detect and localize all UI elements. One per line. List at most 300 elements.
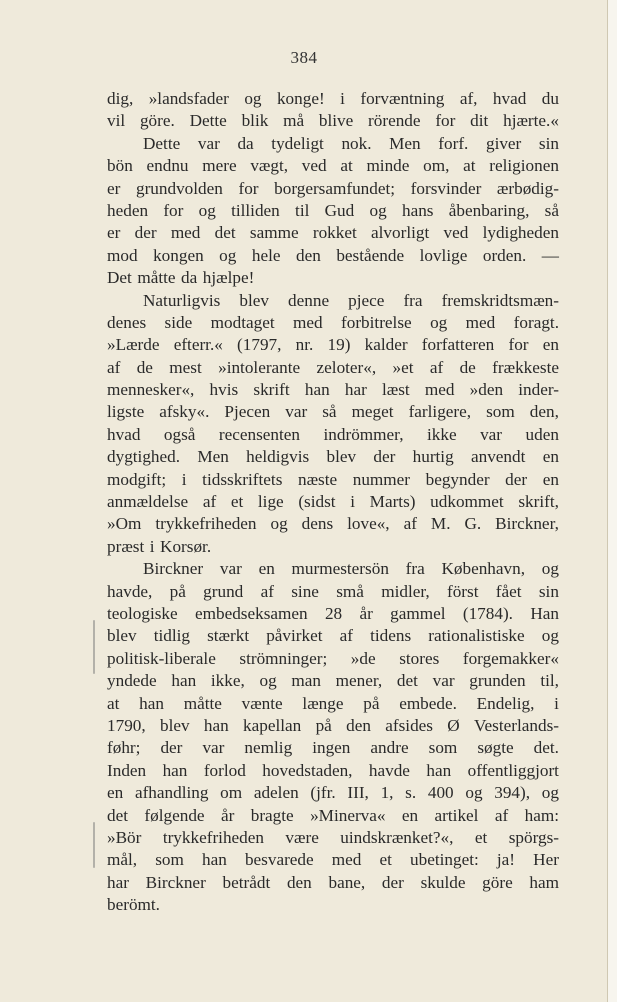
- word: endnu: [146, 156, 189, 176]
- word: hovedstaden,: [262, 760, 353, 780]
- word: midler,: [381, 581, 430, 601]
- word: 19): [327, 335, 351, 355]
- word: og: [259, 671, 277, 691]
- word: Korsør.: [160, 536, 212, 556]
- word: forf.: [438, 133, 469, 153]
- word: ubetinget:: [410, 850, 479, 870]
- word: afsides: [385, 715, 433, 735]
- word: modtaget: [210, 312, 275, 332]
- word: Ø: [447, 715, 460, 735]
- word: fremskridtsmæn-: [441, 290, 559, 310]
- word: at: [463, 156, 476, 176]
- word: nok.: [341, 133, 372, 153]
- word: næste: [297, 469, 338, 489]
- word: uden: [525, 424, 559, 444]
- word: trykkefriheden: [155, 514, 257, 534]
- word: frækkeste: [492, 357, 559, 377]
- word: med: [293, 312, 323, 332]
- word: sine: [291, 581, 319, 601]
- margin-pencil-mark: [93, 822, 95, 868]
- word: skulde: [420, 872, 466, 892]
- word: måtte: [137, 268, 176, 288]
- word: som: [486, 402, 515, 422]
- word: og: [219, 245, 237, 265]
- word: det.: [533, 738, 559, 758]
- word: vænte: [241, 693, 283, 713]
- text-line: [107, 88, 559, 110]
- word: om,: [423, 156, 450, 176]
- word: »den: [469, 380, 504, 400]
- word: tydeligt: [271, 133, 324, 153]
- word: teologiske: [107, 603, 178, 623]
- word: mod: [107, 245, 138, 265]
- word: dit: [470, 111, 489, 131]
- word: Dette: [189, 111, 227, 131]
- word: (sidst: [298, 492, 336, 512]
- word: da: [237, 133, 254, 153]
- word: forbitrelse: [341, 312, 412, 332]
- text-line: [107, 693, 559, 715]
- word: en: [107, 783, 124, 803]
- word: Men: [389, 133, 421, 153]
- word: Birckner,: [495, 514, 559, 534]
- word: var: [202, 738, 225, 758]
- word: og: [541, 559, 559, 579]
- word: göre: [482, 872, 513, 892]
- word: af: [403, 514, 417, 534]
- word: besvarede: [244, 850, 314, 870]
- word: Naturligvis: [143, 290, 221, 310]
- word: denes: [107, 312, 147, 332]
- text-line: [107, 894, 559, 916]
- word: mener,: [335, 671, 383, 691]
- word: tidlig: [153, 626, 190, 646]
- word: rörende: [368, 111, 421, 131]
- word: han: [171, 671, 197, 691]
- word: dig,: [107, 89, 134, 108]
- word: indrömmer,: [323, 424, 404, 444]
- word: og: [465, 783, 483, 803]
- word: heldigvis: [246, 447, 310, 467]
- word: afhandling: [134, 783, 209, 803]
- word: sin: [538, 133, 559, 153]
- word: bragte: [250, 805, 294, 825]
- text-line: [107, 625, 559, 647]
- word: for: [238, 178, 259, 198]
- word: må: [283, 111, 305, 131]
- word: hjærte.«: [503, 111, 559, 131]
- word: berömt.: [107, 895, 160, 915]
- word: G.: [464, 514, 482, 534]
- word: et: [474, 827, 488, 847]
- word: tidsskriftets: [202, 469, 283, 489]
- word: ikke,: [210, 671, 245, 691]
- word: man: [291, 671, 321, 691]
- word: var: [432, 671, 455, 691]
- word: (1784).: [462, 603, 513, 623]
- word: »Om: [107, 514, 142, 534]
- word: offentliggjort: [467, 760, 559, 780]
- word: dens: [301, 514, 334, 534]
- word: spörgs-: [508, 827, 559, 847]
- word: de: [136, 357, 153, 377]
- text-line: [107, 536, 559, 558]
- word: med: [331, 850, 362, 870]
- word: 394),: [494, 783, 531, 803]
- word: har: [344, 380, 367, 400]
- word: uindskrænket?«,: [340, 827, 454, 847]
- word: Marts): [369, 492, 416, 512]
- word: havde,: [107, 581, 153, 601]
- word: ligste: [107, 402, 145, 422]
- word: artikel: [434, 805, 479, 825]
- word: Men: [197, 447, 229, 467]
- word: grund: [203, 581, 244, 601]
- text-line: [107, 357, 559, 379]
- word: vægt,: [250, 156, 289, 176]
- word: en: [542, 469, 559, 489]
- text-line: [107, 581, 559, 603]
- word: embede.: [399, 693, 457, 713]
- word: mere: [202, 156, 237, 176]
- word: også: [163, 424, 196, 444]
- word: side: [164, 312, 193, 332]
- text-line: [107, 424, 559, 446]
- text-line: [107, 155, 559, 177]
- word: var: [285, 402, 308, 422]
- word: være: [285, 827, 319, 847]
- text-line: [107, 267, 559, 289]
- word: hvad: [492, 89, 527, 108]
- word: Dette: [143, 133, 181, 153]
- word: han: [426, 760, 452, 780]
- word: sin: [538, 581, 559, 601]
- word: 1,: [380, 783, 394, 803]
- word: anvendt: [470, 447, 526, 467]
- word: forvæntning: [360, 89, 445, 108]
- word: politisk-liberale: [107, 648, 216, 668]
- word: da: [181, 268, 198, 288]
- word: i: [350, 492, 356, 512]
- word: »Bör: [107, 827, 142, 847]
- word: til,: [540, 671, 559, 691]
- word: recensenten: [218, 424, 301, 444]
- word: ved: [301, 156, 327, 176]
- word: ham:: [524, 805, 559, 825]
- word: var: [197, 133, 220, 153]
- text-line: [107, 401, 559, 423]
- word: måtte: [183, 693, 222, 713]
- word: den,: [529, 402, 559, 422]
- word: ingen: [312, 738, 351, 758]
- word: grundvolden: [135, 178, 223, 198]
- word: tidens: [370, 626, 412, 646]
- word: Vesterlands-: [474, 715, 559, 735]
- word: følgende: [144, 805, 205, 825]
- word: anmældelse: [107, 492, 189, 512]
- word: føhr;: [107, 738, 141, 758]
- word: »Minerva«: [310, 805, 386, 825]
- word: andre: [370, 738, 409, 758]
- text-line: [107, 200, 559, 222]
- word: begynder: [425, 469, 490, 489]
- word: søgte: [477, 738, 514, 758]
- word: blev: [107, 626, 137, 646]
- text-line: [107, 760, 559, 782]
- word: er: [107, 223, 121, 243]
- word: for: [163, 200, 184, 220]
- word: år: [220, 805, 235, 825]
- word: år: [359, 603, 373, 623]
- word: er: [107, 178, 121, 198]
- word: var: [219, 559, 242, 579]
- word: religionen: [489, 156, 559, 176]
- word: blik: [241, 111, 269, 131]
- word: Han: [530, 603, 559, 623]
- word: præst: [107, 536, 145, 556]
- word: göre.: [139, 111, 175, 131]
- word: for: [435, 111, 456, 131]
- word: forlod: [203, 760, 246, 780]
- word: det: [214, 223, 236, 243]
- page-number: 384: [290, 48, 318, 67]
- word: ikke: [426, 424, 457, 444]
- word: zeloter«,: [316, 357, 377, 377]
- word: hvis: [209, 380, 239, 400]
- word: en: [401, 805, 419, 825]
- word: og: [541, 783, 559, 803]
- word: der: [381, 872, 404, 892]
- word: i: [149, 536, 155, 556]
- word: som: [155, 850, 184, 870]
- word: ved: [443, 223, 469, 243]
- word: lydigheden: [482, 223, 559, 243]
- word: og: [198, 200, 216, 220]
- word: af: [107, 357, 121, 377]
- word: meget: [351, 402, 394, 422]
- word: Inden: [107, 760, 147, 780]
- text-line: [107, 469, 559, 491]
- word: har: [107, 872, 129, 892]
- word: borgersamfundet;: [274, 178, 396, 198]
- word: »landsfader: [148, 89, 229, 108]
- word: hjælpe!: [202, 268, 255, 288]
- word: rokket: [312, 223, 357, 243]
- text-line: [107, 648, 559, 670]
- word: farligere,: [408, 402, 472, 422]
- word: af: [260, 581, 274, 601]
- word: denne: [288, 290, 330, 310]
- word: orden.: [482, 245, 527, 265]
- word: at: [107, 693, 120, 713]
- word: blev: [159, 715, 190, 735]
- text-line: [107, 715, 559, 737]
- text-line: [107, 603, 559, 625]
- word: »et: [392, 357, 414, 377]
- word: af: [494, 805, 509, 825]
- word: der: [505, 469, 528, 489]
- word: og: [270, 514, 288, 534]
- word: foragt.: [513, 312, 559, 332]
- word: blive: [318, 111, 354, 131]
- word: trykkefriheden: [162, 827, 264, 847]
- word: dygtighed.: [107, 447, 181, 467]
- word: stærkt: [207, 626, 250, 646]
- word: inder-: [518, 380, 559, 400]
- word: om: [220, 783, 243, 803]
- word: han: [139, 693, 164, 713]
- word: den: [286, 872, 312, 892]
- word: i: [554, 693, 559, 713]
- word: fra: [405, 559, 425, 579]
- word: åbenbaring,: [448, 200, 530, 220]
- body-text: [107, 88, 559, 916]
- word: længe: [302, 693, 344, 713]
- word: ja!: [496, 850, 516, 870]
- word: nr.: [295, 335, 314, 355]
- text-line: [107, 334, 559, 356]
- word: afsky«.: [159, 402, 210, 422]
- word: du: [541, 89, 559, 108]
- text-line: [107, 872, 559, 894]
- word: læst: [382, 380, 410, 400]
- word: modgift;: [107, 469, 167, 489]
- word: s.: [405, 783, 417, 803]
- word: 400: [427, 783, 454, 803]
- word: den: [346, 715, 371, 735]
- word: först: [446, 581, 479, 601]
- word: forfatteren: [421, 335, 495, 355]
- word: et: [230, 492, 244, 512]
- word: i: [181, 469, 187, 489]
- word: af: [202, 492, 217, 512]
- word: Birckner: [145, 872, 206, 892]
- word: af: [429, 357, 444, 377]
- word: »intolerante: [218, 357, 301, 377]
- text-line: [107, 670, 559, 692]
- text-line: [107, 513, 559, 535]
- word: skrift,: [518, 492, 559, 512]
- word: af: [339, 626, 353, 646]
- word: kalder: [364, 335, 408, 355]
- word: embedseksamen: [194, 603, 308, 623]
- word: kongen: [153, 245, 204, 265]
- word: fra: [403, 290, 423, 310]
- word: minde: [366, 156, 410, 176]
- word: betrådt: [222, 872, 271, 892]
- word: København,: [441, 559, 525, 579]
- word: så: [322, 402, 337, 422]
- word: fået: [495, 581, 522, 601]
- word: Pjecen: [224, 402, 271, 422]
- word: love«,: [347, 514, 390, 534]
- word: det: [396, 671, 418, 691]
- word: yndede: [107, 671, 157, 691]
- word: mennesker«,: [107, 380, 195, 400]
- word: efterr.«: [173, 335, 223, 355]
- word: havde: [368, 760, 410, 780]
- word: Birckner: [143, 559, 204, 579]
- word: konge!: [276, 89, 325, 108]
- word: og: [430, 312, 448, 332]
- text-line: [107, 805, 559, 827]
- word: ærbødig-: [496, 178, 559, 198]
- text-line: [107, 245, 559, 267]
- word: stores: [399, 648, 440, 668]
- text-line: [107, 312, 559, 334]
- text-line: [107, 849, 559, 871]
- word: han: [203, 715, 229, 735]
- word: med: [170, 223, 201, 243]
- text-line: [107, 290, 559, 312]
- text-line: [107, 379, 559, 401]
- text-line: [107, 558, 559, 580]
- word: en: [542, 335, 559, 355]
- word: til: [295, 200, 310, 220]
- word: som: [428, 738, 458, 758]
- word: et: [379, 850, 392, 870]
- word: murmestersön: [291, 559, 389, 579]
- word: med: [424, 380, 455, 400]
- word: der: [373, 447, 396, 467]
- word: M.: [430, 514, 451, 534]
- word: nemlig: [244, 738, 293, 758]
- word: og: [244, 89, 262, 108]
- text-line: [107, 110, 559, 132]
- word: mest: [169, 357, 202, 377]
- word: hele: [251, 245, 281, 265]
- page-edge: [607, 0, 617, 1002]
- word: nummer: [352, 469, 411, 489]
- word: 28: [324, 603, 343, 623]
- word: vil: [107, 111, 126, 131]
- word: »Lærde: [107, 335, 160, 355]
- word: hvad: [107, 424, 141, 444]
- word: en: [542, 447, 559, 467]
- word: 1790,: [107, 715, 146, 735]
- word: forsvinder: [410, 178, 482, 198]
- text-line: [107, 178, 559, 200]
- word: »de: [350, 648, 376, 668]
- word: og: [541, 626, 559, 646]
- word: lovlige: [419, 245, 468, 265]
- word: der: [134, 223, 157, 243]
- word: pjece: [348, 290, 385, 310]
- word: de: [459, 357, 476, 377]
- word: III,: [347, 783, 369, 803]
- word: at: [340, 156, 353, 176]
- word: strömninger;: [239, 648, 328, 668]
- word: med: [465, 312, 496, 332]
- word: kapellan: [243, 715, 302, 735]
- word: alvorligt: [371, 223, 430, 243]
- text-line: [107, 827, 559, 849]
- word: giver: [485, 133, 522, 153]
- margin-pencil-mark: [93, 620, 95, 674]
- word: Gud: [324, 200, 355, 220]
- word: han: [162, 760, 188, 780]
- word: forgemakker«: [462, 648, 559, 668]
- word: på: [363, 693, 380, 713]
- text-line: [107, 446, 559, 468]
- word: grunden: [469, 671, 526, 691]
- text-line: [107, 782, 559, 804]
- word: mål,: [107, 850, 138, 870]
- word: udkommet: [430, 492, 504, 512]
- word: samme: [249, 223, 299, 243]
- word: så: [544, 200, 559, 220]
- word: hurtig: [412, 447, 454, 467]
